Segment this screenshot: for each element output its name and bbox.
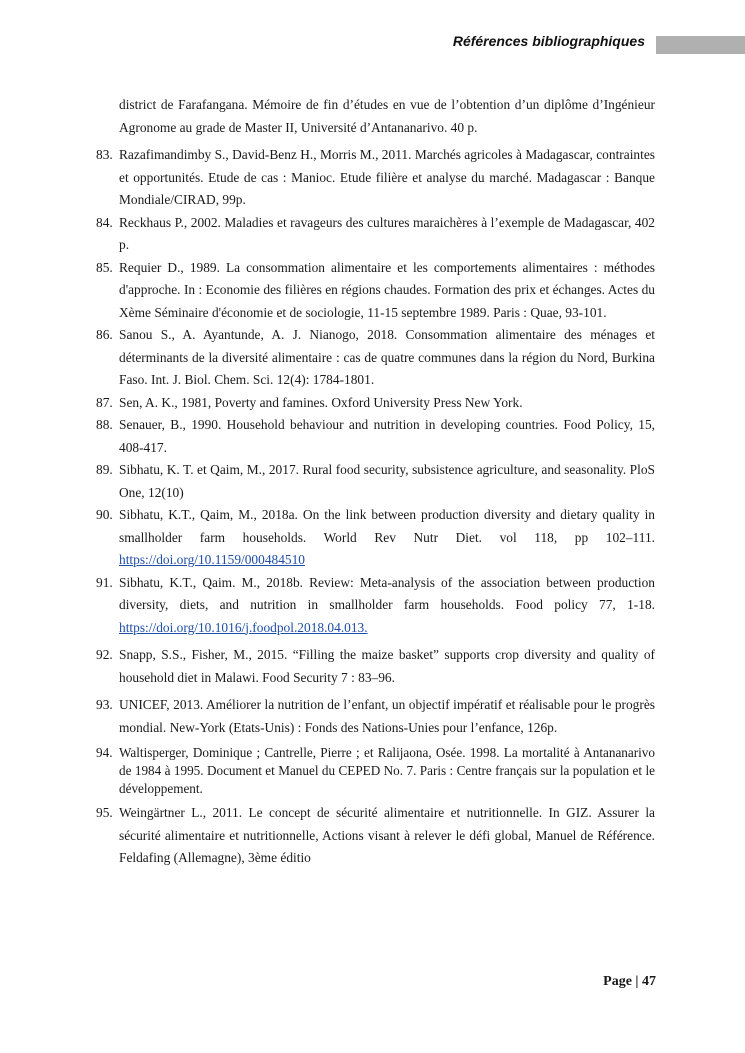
reference-item-84 [96, 212, 655, 257]
page-separator: | [635, 974, 639, 989]
reference-text: Sen, A. K., 1981, Poverty and famines. Oxford University Press New York. [119, 394, 523, 410]
reference-text: Waltisperger, Dominique ; Cantrelle, Pierre ; et Ralijaona, Osée. 1998. La mortalité à Antananarivo de 1984 à 1995. Document et Manuel du CEPED No. 7. Paris : Centre français sur la population et le développement. [119, 745, 655, 796]
page-label: Page [603, 974, 632, 989]
reference-number: 93. [96, 697, 113, 712]
reference-number: 89. [96, 462, 113, 477]
reference-item-91 [96, 572, 655, 640]
reference-text: Sibhatu, K.T., Qaim, M., 2018a. On the link between production diversity and dietary quality in smallholder farm households. World Rev Nutr Diet. vol 118, pp 102–111. [119, 507, 655, 545]
header-decorative-bar [656, 36, 745, 54]
reference-number: 83. [96, 147, 113, 162]
reference-item-85 [96, 257, 655, 325]
reference-number: 95. [96, 805, 113, 820]
reference-number: 86. [96, 327, 113, 342]
reference-item-89 [96, 459, 655, 504]
reference-text: Reckhaus P., 2002. Maladies et ravageurs des cultures maraichères à l’exemple de Madagascar, 402 p. [119, 214, 655, 252]
reference-number: 85. [96, 259, 113, 275]
reference-text: Senauer, B., 1990. Household behaviour and nutrition in developing countries. Food Policy, 15, 408-417. [119, 417, 655, 455]
page-footer [603, 974, 656, 990]
reference-number: 88. [96, 417, 113, 432]
reference-number: 87. [96, 394, 113, 410]
reference-text: Snapp, S.S., Fisher, M., 2015. “Filling the maize basket” supports crop diversity and quality of household diet in Malawi. Food Security 7 : 83–96. [119, 647, 655, 685]
reference-item-continued [96, 94, 655, 139]
reference-number: 91. [96, 574, 113, 590]
reference-item-86 [96, 324, 655, 392]
doi-link[interactable]: https://doi.org/10.1159/000484510 [119, 552, 305, 567]
reference-number: 92. [96, 647, 113, 662]
reference-text: Weingärtner L., 2011. Le concept de sécurité alimentaire et nutritionnelle. In GIZ. Assurer la sécurité alimentaire et nutritionnelle, Actions visant à relever le défi global, Manuel de Référence. Feldafing (Allemagne), 3ème éditio [119, 805, 655, 865]
reference-number: 84. [96, 214, 113, 230]
reference-item-90 [96, 504, 655, 572]
page-header-title: Références bibliographiques [452, 33, 645, 49]
reference-text: district de Farafangana. Mémoire de fin d’études en vue de l’obtention d’un diplôme d’Ingénieur Agronome au grade de Master II, Université d’Antananarivo. 40 p. [119, 97, 655, 135]
reference-text: UNICEF, 2013. Améliorer la nutrition de l’enfant, un objectif impératif et réalisable pour le progrès mondial. New-York (Etats-Unis) : Fonds des Nations-Unies pour l’enfance, 126p. [119, 697, 655, 735]
page-number: 47 [642, 974, 656, 989]
reference-item-83 [96, 144, 655, 212]
reference-text: Razafimandimby S., David-Benz H., Morris M., 2011. Marchés agricoles à Madagascar, contraintes et opportunités. Etude de cas : Manioc. Etude filière et analyse du marché. Madagascar : Banque Mondiale/CIRAD, 99p. [119, 147, 655, 207]
reference-number: 94. [96, 745, 113, 760]
reference-item-88 [96, 414, 655, 459]
reference-text: Sibhatu, K. T. et Qaim, M., 2017. Rural food security, subsistence agriculture, and seasonality. PloS One, 12(10) [119, 462, 655, 500]
reference-item-94 [96, 744, 655, 798]
reference-list [96, 94, 655, 870]
reference-text: Sibhatu, K.T., Qaim. M., 2018b. Review: Meta-analysis of the association between production diversity, diets, and nutrition in smallholder farm households. Food policy 77, 1-18. [119, 574, 655, 612]
doi-link[interactable]: https://doi.org/10.1016/j.foodpol.2018.04.013. [119, 619, 368, 635]
reference-item-93 [96, 694, 655, 739]
reference-text: Requier D., 1989. La consommation alimentaire et les comportements alimentaires : méthodes d'approche. In : Economie des filières en régions chaudes. Formation des prix et échanges. Actes du Xème Séminaire d'économie et de sociologie, 11-15 septembre 1989. Paris : Quae, 93-101. [119, 259, 655, 320]
reference-number: 90. [96, 507, 113, 522]
reference-text: Sanou S., A. Ayantunde, A. J. Nianogo, 2018. Consommation alimentaire des ménages et déterminants de la diversité alimentaire : cas de quatre communes dans la région du Nord, Burkina Faso. Int. J. Biol. Chem. Sci. 12(4): 1784-1801. [119, 327, 655, 387]
reference-item-87 [96, 392, 655, 415]
reference-item-95 [96, 802, 655, 870]
reference-item-92 [96, 644, 655, 689]
